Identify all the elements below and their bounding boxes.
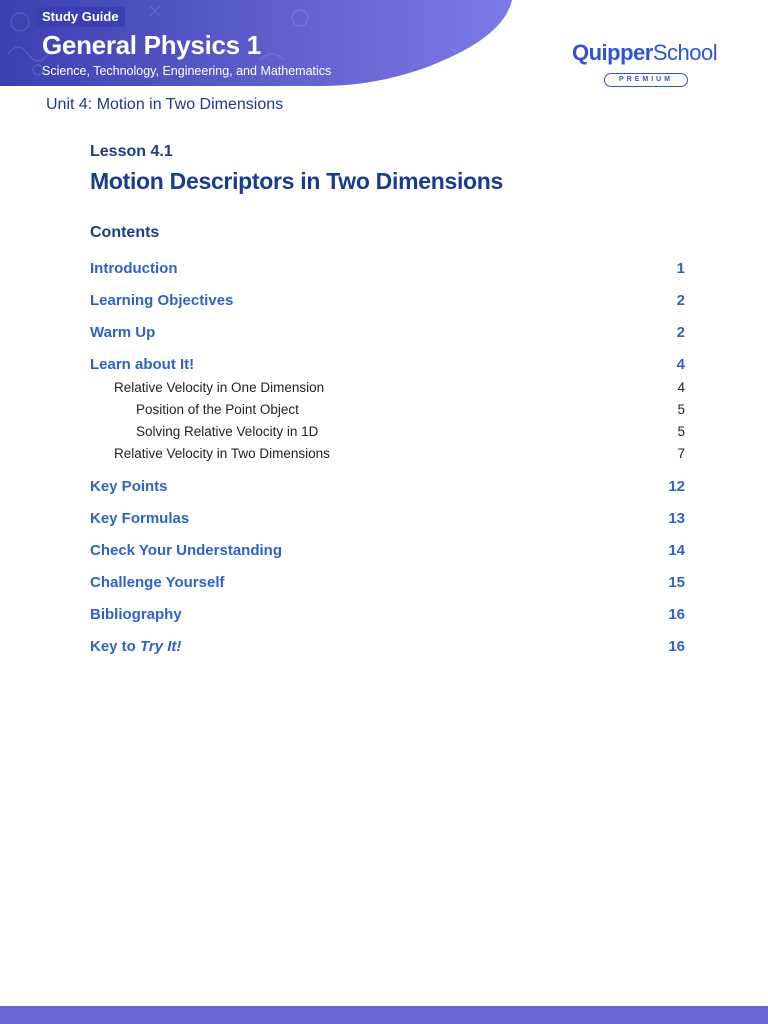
toc-link-key-to-try-it[interactable]	[90, 638, 685, 655]
toc-link-introduction[interactable]	[90, 260, 685, 277]
toc-label: Relative Velocity in One Dimension	[114, 380, 325, 395]
toc-page: 1	[676, 260, 685, 277]
toc-label: Challenge Yourself	[90, 574, 225, 591]
toc-label	[90, 638, 181, 655]
logo-brand-light: School	[652, 40, 718, 65]
toc-label-italic: Try It!	[140, 638, 182, 655]
lesson-title: Motion Descriptors in Two Dimensions	[90, 168, 504, 194]
toc-link-position-point-object[interactable]	[90, 402, 685, 417]
toc-link-solving-relative-velocity-1d[interactable]	[90, 424, 685, 439]
toc-link-key-formulas[interactable]	[90, 510, 685, 527]
toc-link-check-your-understanding[interactable]	[90, 542, 685, 559]
toc-label: Relative Velocity in Two Dimensions	[114, 446, 330, 461]
contents-heading: Contents	[90, 224, 160, 241]
quipper-school-logo	[572, 40, 732, 90]
toc-link-relative-velocity-1d[interactable]	[90, 380, 685, 395]
toc-page: 4	[677, 380, 685, 395]
toc-label: Key Formulas	[90, 510, 190, 527]
premium-badge: PREMIUM	[604, 73, 688, 87]
toc-link-learning-objectives[interactable]	[90, 292, 685, 309]
logo-wordmark	[572, 40, 732, 66]
footer-bar	[0, 1006, 768, 1024]
toc-link-challenge-yourself[interactable]	[90, 574, 685, 591]
toc-label: Position of the Point Object	[136, 402, 299, 417]
toc-link-key-points[interactable]	[90, 478, 685, 495]
lesson-number: Lesson 4.1	[90, 143, 173, 160]
toc-page: 16	[668, 606, 685, 623]
course-subtitle: Science, Technology, Engineering, and Mathematics	[42, 64, 332, 78]
toc-label: Introduction	[90, 260, 178, 277]
toc-page: 13	[668, 510, 685, 527]
toc-label: Learn about It!	[90, 356, 195, 373]
header-banner	[0, 0, 520, 88]
toc-page: 12	[668, 478, 685, 495]
toc-link-learn-about-it[interactable]	[90, 356, 685, 373]
toc-link-bibliography[interactable]	[90, 606, 685, 623]
toc-label: Check Your Understanding	[90, 542, 282, 559]
toc-label: Solving Relative Velocity in 1D	[136, 424, 319, 439]
study-guide-tag: Study Guide	[36, 7, 125, 27]
toc-label: Key Points	[90, 478, 168, 495]
toc-page: 15	[668, 574, 685, 591]
toc-label: Warm Up	[90, 324, 156, 341]
toc-page: 5	[677, 424, 685, 439]
toc-link-warm-up[interactable]	[90, 324, 685, 341]
toc-page: 5	[677, 402, 685, 417]
toc-label: Bibliography	[90, 606, 182, 623]
toc-page: 7	[677, 446, 685, 461]
toc-label-prefix: Key to	[90, 638, 136, 655]
logo-brand-bold: Quipper	[572, 40, 653, 65]
toc-link-relative-velocity-2d[interactable]	[90, 446, 685, 461]
unit-title: Unit 4: Motion in Two Dimensions	[46, 96, 284, 113]
toc-label: Learning Objectives	[90, 292, 234, 309]
toc-page: 2	[676, 324, 685, 341]
toc-page: 16	[668, 638, 685, 655]
toc-page: 4	[676, 356, 685, 373]
toc-page: 2	[676, 292, 685, 309]
toc-page: 14	[668, 542, 685, 559]
course-title: General Physics 1	[42, 30, 261, 60]
